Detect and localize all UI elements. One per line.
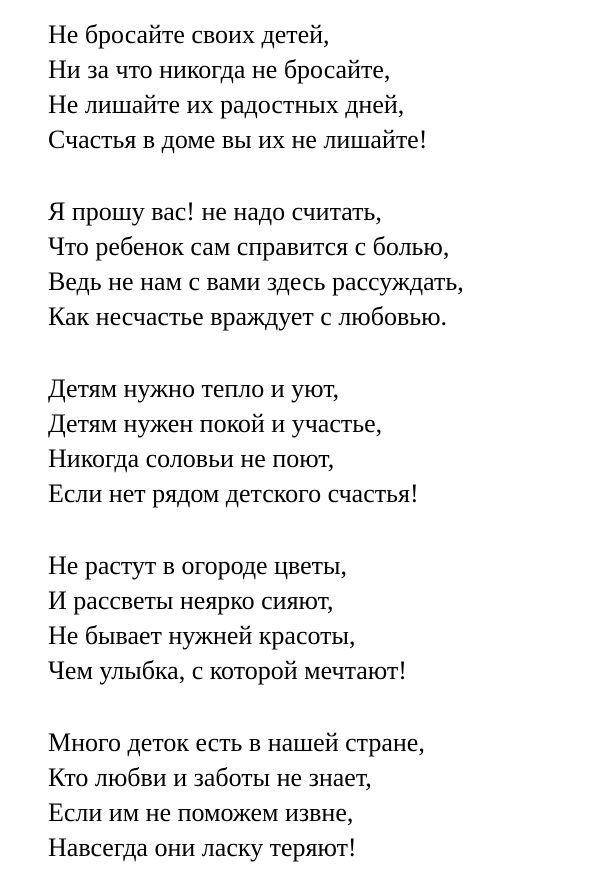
- poem-line: Ни за что никогда не бросайте,: [48, 55, 391, 84]
- poem-line: И рассветы неярко сияют,: [48, 586, 334, 615]
- poem-line: Никогда соловьи не поют,: [48, 444, 335, 473]
- poem-line: Детям нужно тепло и уют,: [48, 374, 340, 403]
- poem-line: Детям нужен покой и участье,: [48, 409, 383, 438]
- poem-line: Я прошу вас! не надо считать,: [48, 197, 382, 226]
- stanza-2: [48, 194, 593, 334]
- poem-text: [48, 17, 593, 865]
- poem-line: Как несчастье враждует с любовью.: [48, 302, 448, 331]
- poem-line: Если им не поможем извне,: [48, 798, 354, 827]
- stanza-5: [48, 725, 593, 865]
- stanza-4: [48, 548, 593, 688]
- poem-line: Не лишайте их радостных дней,: [48, 90, 405, 119]
- poem-line: Если нет рядом детского счастья!: [48, 479, 419, 508]
- poem-line: Что ребенок сам справится с болью,: [48, 232, 450, 261]
- poem-line: Кто любви и заботы не знает,: [48, 763, 372, 792]
- poem-line: Счастья в доме вы их не лишайте!: [48, 125, 428, 154]
- stanza-3: [48, 371, 593, 511]
- poem-line: Ведь не нам с вами здесь рассуждать,: [48, 267, 464, 296]
- poem-line: Много деток есть в нашей стране,: [48, 728, 425, 757]
- poem-line: Навсегда они ласку теряют!: [48, 833, 357, 862]
- poem-line: Не бросайте своих детей,: [48, 20, 330, 49]
- poem-line: Чем улыбка, с которой мечтают!: [48, 656, 407, 685]
- poem-line: Не бывает нужней красоты,: [48, 621, 356, 650]
- poem-line: Не растут в огороде цветы,: [48, 551, 347, 580]
- stanza-1: [48, 17, 593, 157]
